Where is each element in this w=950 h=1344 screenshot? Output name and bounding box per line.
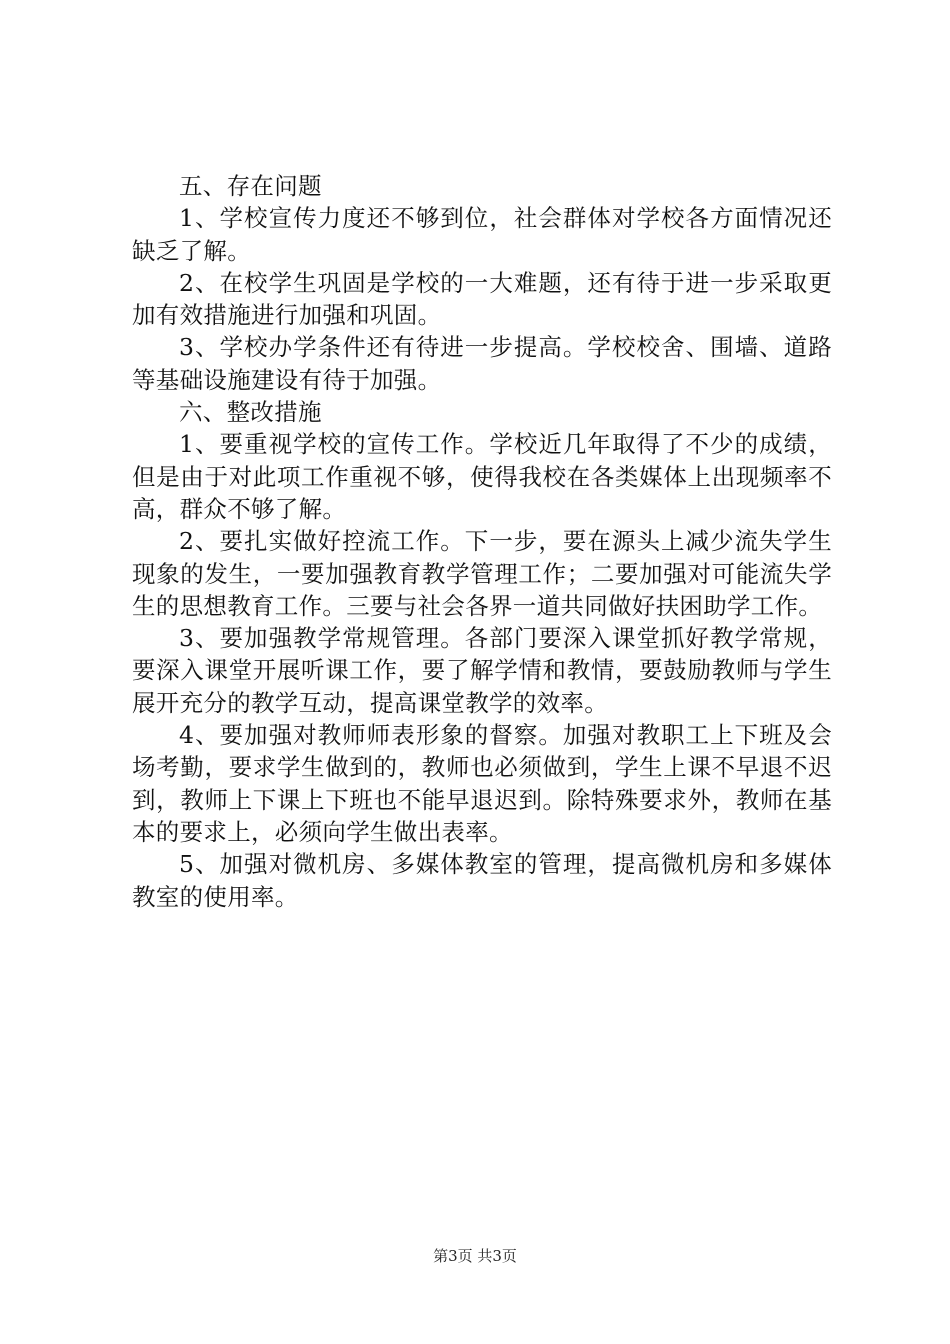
section-heading-problems: 五、存在问题	[179, 172, 322, 200]
problem-item-1: 1、学校宣传力度还不够到位，社会群体对学校各方面情况还缺乏了解。	[132, 204, 832, 265]
measure-item-5: 5、加强对微机房、多媒体教室的管理，提高微机房和多媒体教室的使用率。	[132, 850, 832, 911]
section-heading-measures: 六、整改措施	[179, 398, 322, 427]
measure-item-4: 4、要加强对教师师表形象的督察。加强对教职工上下班及会场考勤，要求学生做到的，教师也必须做到，学生上课不早退不迟到，教师上下课上下班也不能早退迟到。除特殊要求外，教师在基本的要求上，必须向学生做出表率。	[132, 721, 832, 846]
document-body	[132, 170, 832, 913]
measure-item-1: 1、要重视学校的宣传工作。学校近几年取得了不少的成绩，但是由于对此项工作重视不够，使得我校在各类媒体上出现频率不高，群众不够了解。	[132, 430, 832, 523]
measure-item-3: 3、要加强教学常规管理。各部门要深入课堂抓好教学常规，要深入课堂开展听课工作，要了解学情和教情，要鼓励教师与学生展开充分的教学互动，提高课堂教学的效率。	[132, 624, 832, 717]
problem-item-3: 3、学校办学条件还有待进一步提高。学校校舍、围墙、道路等基础设施建设有待于加强。	[132, 333, 832, 394]
page-number-label: 第3页 共3页	[433, 1247, 517, 1265]
problem-item-2: 2、在校学生巩固是学校的一大难题，还有待于进一步采取更加有效措施进行加强和巩固。	[132, 268, 832, 330]
page-footer	[0, 1245, 950, 1266]
measure-item-2: 2、要扎实做好控流工作。下一步，要在源头上减少流失学生现象的发生，一要加强教育教学管理工作；二要加强对可能流失学生的思想教育工作。三要与社会各界一道共同做好扶困助学工作。	[132, 527, 832, 620]
